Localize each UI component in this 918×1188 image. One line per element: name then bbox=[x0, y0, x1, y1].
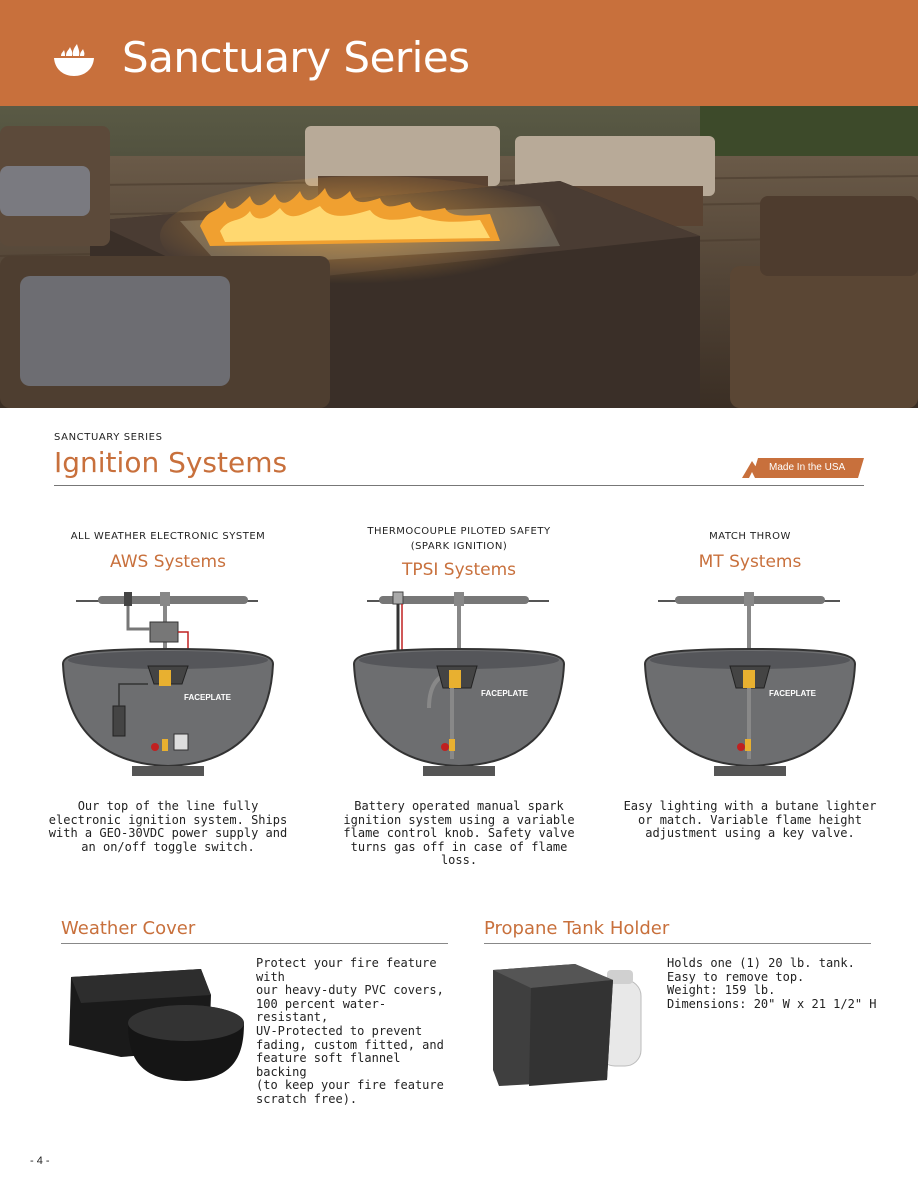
weather-cover-image bbox=[61, 965, 246, 1085]
system-description: Battery operated manual spark ignition system using a variable flame control knob. Safety valve turns gas off in case of flame loss. bbox=[343, 799, 575, 868]
system-name: AWS Systems bbox=[110, 552, 226, 572]
faceplate-label: FACEPLATE bbox=[481, 689, 528, 698]
system-tpsi bbox=[329, 520, 589, 868]
weather-cover-title: Weather Cover bbox=[61, 918, 196, 939]
system-description: Our top of the line fully electronic ignition system. Ships with a GEO-30VDC power supply and an on/off toggle switch. bbox=[48, 799, 288, 854]
system-subtitle: THERMOCOUPLE PILOTED SAFETY (SPARK IGNITION) bbox=[367, 526, 551, 552]
hero-photo bbox=[0, 106, 918, 408]
section-title: Ignition Systems bbox=[54, 446, 288, 479]
aws-bowl-diagram bbox=[58, 584, 278, 784]
faceplate-label: FACEPLATE bbox=[769, 689, 816, 698]
system-subtitle: ALL WEATHER ELECTRONIC SYSTEM bbox=[70, 531, 266, 542]
system-aws bbox=[38, 520, 298, 854]
system-name: TPSI Systems bbox=[401, 560, 517, 580]
weather-cover-text: Protect your fire feature with our heavy-duty PVC covers, 100 percent water-resistant, UV-Protected to prevent fading, custom fitted, and feature soft flannel backing (to keep your fire feature scratch free). bbox=[256, 956, 444, 1106]
page-number: - 4 - bbox=[30, 1155, 50, 1167]
system-mt bbox=[620, 520, 880, 841]
mt-bowl-diagram bbox=[640, 584, 860, 784]
propane-holder-text: Holds one (1) 20 lb. tank. Easy to remove top. Weight: 159 lb. Dimensions: 20" W x 21 1/2" H bbox=[667, 956, 877, 1011]
made-in-usa-badge bbox=[742, 458, 864, 478]
propane-holder-image bbox=[489, 960, 644, 1090]
tpsi-bowl-diagram bbox=[349, 584, 569, 784]
system-description: Easy lighting with a butane lighter or match. Variable flame height adjustment using a key valve. bbox=[623, 799, 877, 841]
badge-label: Made In the USA bbox=[769, 462, 846, 473]
propane-holder-divider bbox=[484, 943, 871, 944]
section-divider bbox=[54, 485, 864, 486]
page-title: Sanctuary Series bbox=[122, 33, 470, 82]
weather-cover-divider bbox=[61, 943, 448, 944]
propane-holder-title: Propane Tank Holder bbox=[484, 918, 670, 939]
fire-bowl-icon bbox=[52, 42, 96, 78]
system-subtitle: MATCH THROW bbox=[709, 531, 791, 542]
system-name: MT Systems bbox=[698, 552, 802, 572]
section-kicker: SANCTUARY SERIES bbox=[54, 432, 163, 443]
page-header bbox=[0, 0, 918, 106]
faceplate-label: FACEPLATE bbox=[184, 693, 231, 702]
